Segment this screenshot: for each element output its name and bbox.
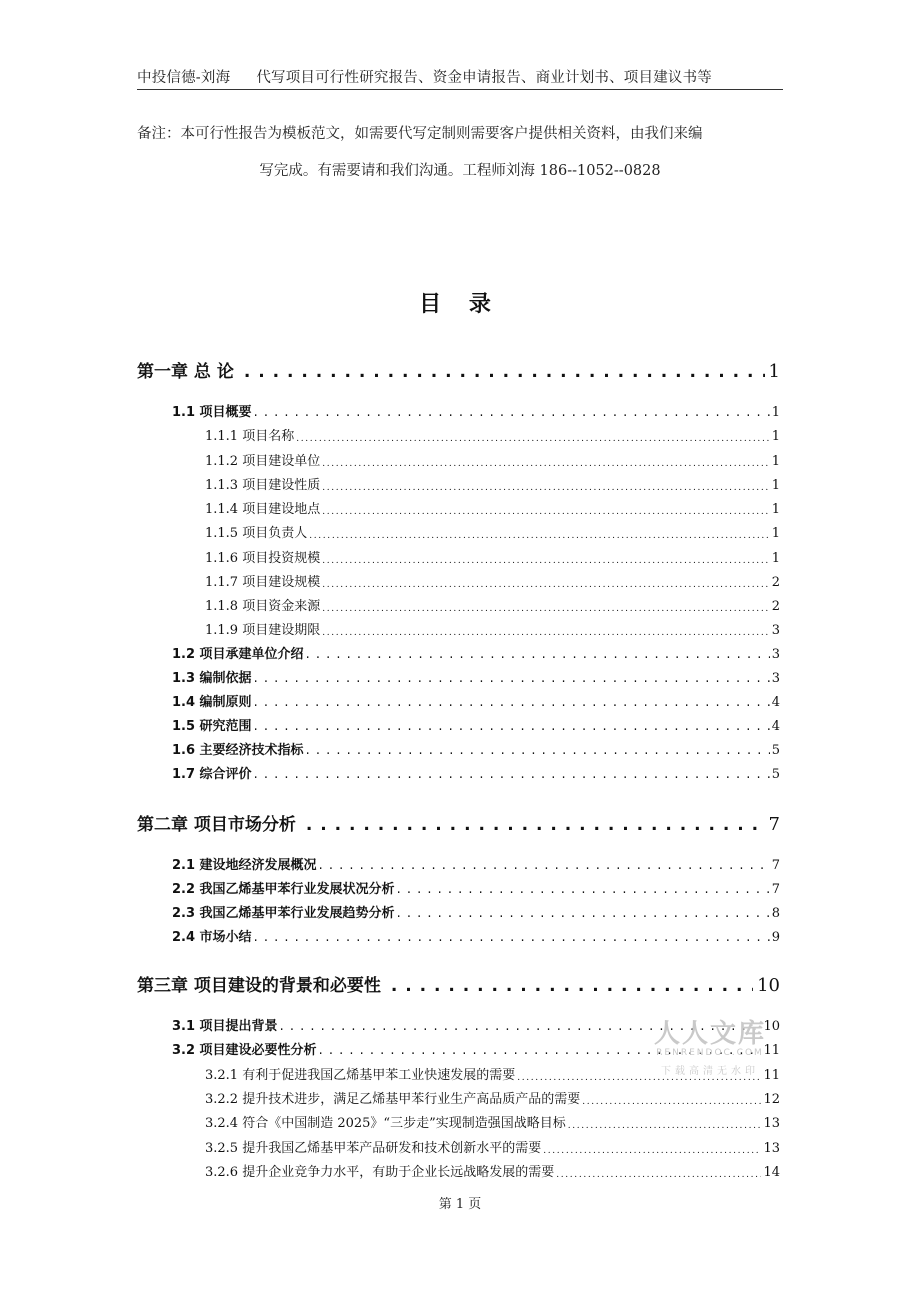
- toc-label: 1.3 编制依据: [172, 671, 252, 686]
- toc-label: 第三章 项目建设的背景和必要性: [137, 976, 381, 996]
- toc-page: 11: [763, 1068, 780, 1083]
- toc-leader: [244, 362, 765, 382]
- toc-page: 1: [771, 502, 780, 517]
- toc-label: 3.2 项目建设必要性分析: [172, 1043, 317, 1058]
- toc-leader: [322, 483, 770, 493]
- toc-section-1-5[interactable]: [172, 716, 780, 734]
- toc-section-1-6[interactable]: [172, 740, 780, 758]
- note-line-2: 写完成。有需要请和我们沟通。工程师刘海 186--1052--0828: [259, 163, 661, 179]
- toc-label: 第一章 总 论: [137, 362, 234, 382]
- toc-leader: [582, 1097, 761, 1107]
- toc-page: 9: [771, 930, 780, 945]
- toc-label: 2.3 我国乙烯基甲苯行业发展趋势分析: [172, 906, 395, 921]
- watermark: [640, 1013, 780, 1077]
- toc-page: 10: [757, 975, 780, 996]
- toc-chapter-3[interactable]: [137, 972, 780, 996]
- toc-sub-1-1-7[interactable]: [205, 572, 780, 590]
- toc-sub-1-1-4[interactable]: [205, 499, 780, 517]
- toc-label: 第二章 项目市场分析: [137, 815, 296, 835]
- toc-label: 1.1.6 项目投资规模: [205, 551, 321, 566]
- toc-leader: [254, 671, 770, 686]
- toc-page: 2: [771, 575, 780, 590]
- toc-leader: [296, 434, 770, 444]
- toc-page: 4: [771, 695, 780, 710]
- toc-sub-3-2-5[interactable]: [205, 1138, 780, 1156]
- toc-page: 1: [771, 526, 780, 541]
- toc-title: 目 录: [419, 292, 501, 317]
- watermark-main: 人人文库: [653, 1019, 766, 1049]
- header-services: 代写项目可行性研究报告、资金申请报告、商业计划书、项目建议书等: [256, 70, 713, 86]
- toc-leader: [391, 976, 753, 996]
- toc-page: 1: [771, 429, 780, 444]
- toc-page: 3: [771, 623, 780, 638]
- watermark-url: RENRENDOC.COM: [656, 1048, 764, 1058]
- toc-label: 1.2 项目承建单位介绍: [172, 647, 304, 662]
- toc-leader: [322, 628, 770, 638]
- toc-label: 1.1 项目概要: [172, 405, 252, 420]
- toc-label: 1.1.4 项目建设地点: [205, 502, 321, 517]
- toc-page: 8: [771, 906, 780, 921]
- toc-page: 13: [763, 1116, 780, 1131]
- toc-page: 7: [771, 882, 780, 897]
- toc-sub-1-1-5[interactable]: [205, 523, 780, 541]
- toc-page: 11: [763, 1043, 780, 1058]
- toc-leader: [322, 507, 770, 517]
- toc-label: 1.1.9 项目建设期限: [205, 623, 321, 638]
- toc-label: 2.2 我国乙烯基甲苯行业发展状况分析: [172, 882, 395, 897]
- toc-page: 2: [771, 599, 780, 614]
- toc-page: 5: [771, 767, 780, 782]
- toc-sub-1-1-2[interactable]: [205, 451, 780, 469]
- toc-page: 12: [763, 1092, 780, 1107]
- header-org: 中投信德-刘海: [137, 70, 231, 86]
- toc-sub-1-1-9[interactable]: [205, 620, 780, 638]
- toc-label: 1.1.8 项目资金来源: [205, 599, 321, 614]
- toc-leader: [543, 1146, 761, 1156]
- toc-chapter-2[interactable]: [137, 811, 780, 835]
- toc-page: 3: [771, 647, 780, 662]
- toc-page: 5: [771, 743, 780, 758]
- toc-section-1-3[interactable]: [172, 668, 780, 686]
- toc-section-2-3[interactable]: [172, 903, 780, 921]
- toc-label: 2.4 市场小结: [172, 930, 252, 945]
- toc-leader: [322, 459, 770, 469]
- toc-leader: [322, 556, 770, 566]
- toc-leader: [254, 405, 770, 420]
- toc-page: 1: [771, 405, 780, 420]
- toc-label: 3.2.4 符合《中国制造 2025》“三步走”实现制造强国战略目标: [205, 1116, 566, 1131]
- toc-section-1-4[interactable]: [172, 692, 780, 710]
- toc-leader: [568, 1121, 762, 1131]
- toc-leader: [309, 531, 770, 541]
- toc-page: 14: [763, 1165, 780, 1180]
- toc-sub-3-2-2[interactable]: [205, 1089, 780, 1107]
- toc-label: 1.1.7 项目建设规模: [205, 575, 321, 590]
- toc-leader: [397, 882, 770, 897]
- toc-section-2-4[interactable]: [172, 927, 780, 945]
- toc-sub-1-1-8[interactable]: [205, 596, 780, 614]
- toc-sub-3-2-6[interactable]: [205, 1162, 780, 1180]
- toc-leader: [254, 719, 770, 734]
- toc-section-2-2[interactable]: [172, 879, 780, 897]
- toc-leader: [322, 604, 770, 614]
- toc-sub-3-2-4[interactable]: [205, 1113, 780, 1131]
- toc-label: 3.1 项目提出背景: [172, 1019, 278, 1034]
- toc-page: 1: [771, 551, 780, 566]
- toc-chapter-1[interactable]: [137, 358, 780, 382]
- toc-page: 7: [768, 814, 780, 835]
- toc-page: 13: [763, 1141, 780, 1156]
- toc-section-2-1[interactable]: [172, 855, 780, 873]
- toc-leader: [319, 858, 770, 873]
- toc-leader: [254, 695, 770, 710]
- watermark-tag: 下载高清无水印: [661, 1066, 759, 1077]
- toc-label: 2.1 建设地经济发展概况: [172, 858, 317, 873]
- toc-page: 1: [771, 478, 780, 493]
- page-footer: 第 1 页: [438, 1197, 482, 1212]
- toc-sub-1-1-3[interactable]: [205, 475, 780, 493]
- toc-label: 3.2.1 有利于促进我国乙烯基甲苯工业快速发展的需要: [205, 1068, 516, 1083]
- toc-leader: [397, 906, 770, 921]
- toc-label: 1.1.2 项目建设单位: [205, 454, 321, 469]
- toc-leader: [322, 580, 770, 590]
- note-line-1: 备注：本可行性报告为模板范文，如需要代写定制则需要客户提供相关资料，由我们来编: [137, 126, 703, 142]
- toc-section-1-7[interactable]: [172, 764, 780, 782]
- toc-section-1-1[interactable]: [172, 402, 780, 420]
- toc-page: 1: [768, 361, 780, 382]
- toc-label: 3.2.6 提升企业竞争力水平，有助于企业长远战略发展的需要: [205, 1165, 555, 1180]
- toc-leader: [556, 1170, 761, 1180]
- toc-leader: [306, 815, 765, 835]
- toc-sub-1-1-1[interactable]: [205, 426, 780, 444]
- toc-leader: [254, 767, 770, 782]
- toc-label: 1.1.5 项目负责人: [205, 526, 308, 541]
- header-rule: [137, 89, 783, 90]
- toc-leader: [306, 647, 770, 662]
- toc-page: 7: [771, 858, 780, 873]
- toc-page: 1: [771, 454, 780, 469]
- toc-label: 1.7 综合评价: [172, 767, 252, 782]
- toc-leader: [254, 930, 770, 945]
- toc-label: 1.1.3 项目建设性质: [205, 478, 321, 493]
- toc-label: 1.6 主要经济技术指标: [172, 743, 304, 758]
- toc-page: 4: [771, 719, 780, 734]
- toc-label: 3.2.2 提升技术进步，满足乙烯基甲苯行业生产高品质产品的需要: [205, 1092, 581, 1107]
- toc-leader: [306, 743, 770, 758]
- toc-sub-1-1-6[interactable]: [205, 548, 780, 566]
- page-header: [137, 66, 783, 87]
- toc-label: 3.2.5 提升我国乙烯基甲苯产品研发和技术创新水平的需要: [205, 1141, 542, 1156]
- toc-label: 1.5 研究范围: [172, 719, 252, 734]
- toc-label: 1.4 编制原则: [172, 695, 252, 710]
- toc-page: 3: [771, 671, 780, 686]
- toc-page: 10: [763, 1019, 780, 1034]
- toc-label: 1.1.1 项目名称: [205, 429, 295, 444]
- toc-section-1-2[interactable]: [172, 644, 780, 662]
